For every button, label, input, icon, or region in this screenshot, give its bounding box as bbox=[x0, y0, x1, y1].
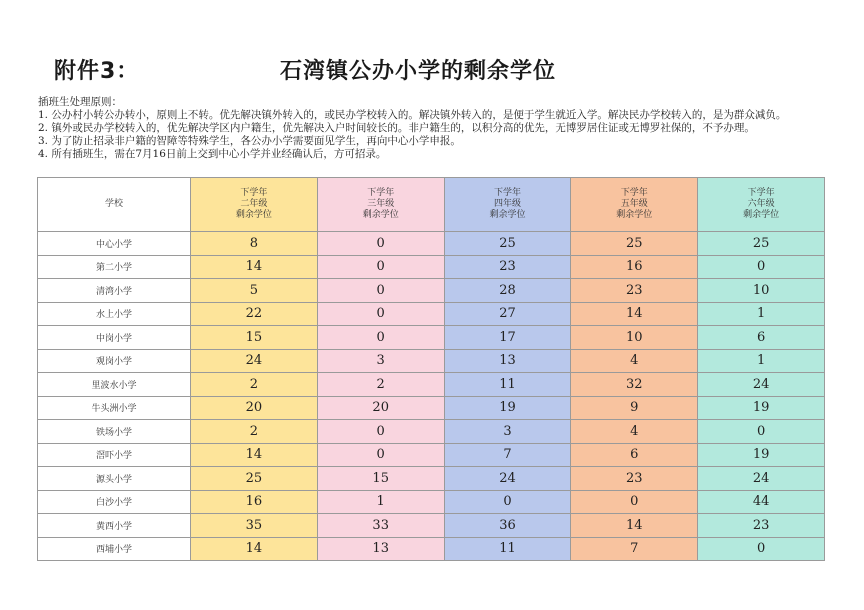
seat-count-cell: 0 bbox=[317, 326, 444, 350]
seat-count-cell: 16 bbox=[571, 255, 698, 279]
seat-count-cell: 16 bbox=[191, 490, 318, 514]
header-line: 下学年 bbox=[240, 188, 268, 198]
rule-item-2: 2. 镇外或民办学校转入的，优先解决学区内户籍生，优先解决入户时间较长的。非户籍生的，以积分高的优先，无博罗居住证或无博罗社保的，不予办理。 bbox=[38, 122, 755, 134]
rules-heading: 插班生处理原则： bbox=[38, 96, 122, 108]
seat-count-cell: 14 bbox=[571, 514, 698, 538]
school-name-cell: 牛头洲小学 bbox=[38, 396, 191, 420]
seat-count-cell: 23 bbox=[571, 467, 698, 491]
header-line: 五年级 bbox=[620, 199, 648, 209]
page-title: 石湾镇公办小学的剩余学位 bbox=[280, 59, 557, 84]
school-name-cell: 清湾小学 bbox=[38, 279, 191, 303]
seat-count-cell: 6 bbox=[571, 443, 698, 467]
table-row bbox=[38, 396, 825, 420]
seat-count-cell: 10 bbox=[571, 326, 698, 350]
header-line: 六年级 bbox=[747, 199, 775, 209]
seat-count-cell: 35 bbox=[191, 514, 318, 538]
table-row bbox=[38, 514, 825, 538]
seat-count-cell: 0 bbox=[698, 420, 825, 444]
seat-count-cell: 2 bbox=[317, 373, 444, 397]
seat-count-cell: 44 bbox=[698, 490, 825, 514]
seat-count-cell: 13 bbox=[317, 537, 444, 561]
seat-count-cell: 19 bbox=[698, 443, 825, 467]
seat-count-cell: 7 bbox=[444, 443, 571, 467]
table-row bbox=[38, 302, 825, 326]
header-line: 二年级 bbox=[240, 199, 268, 209]
seat-count-cell: 24 bbox=[191, 349, 318, 373]
school-name-cell: 中岗小学 bbox=[38, 326, 191, 350]
header-line: 剩余学位 bbox=[235, 210, 272, 220]
seat-count-cell: 0 bbox=[317, 420, 444, 444]
column-header-grade6 bbox=[698, 178, 825, 232]
attachment-label: 附件3： bbox=[54, 59, 140, 84]
seat-count-cell: 1 bbox=[698, 302, 825, 326]
column-header-grade3 bbox=[317, 178, 444, 232]
header-line: 三年级 bbox=[367, 199, 395, 209]
school-name-cell: 滘吓小学 bbox=[38, 443, 191, 467]
table-row bbox=[38, 443, 825, 467]
seat-count-cell: 0 bbox=[698, 255, 825, 279]
seat-count-cell: 24 bbox=[698, 373, 825, 397]
table-row bbox=[38, 373, 825, 397]
remaining-seats-table bbox=[37, 177, 825, 561]
seat-count-cell: 24 bbox=[444, 467, 571, 491]
seat-count-cell: 13 bbox=[444, 349, 571, 373]
seat-count-cell: 0 bbox=[571, 490, 698, 514]
seat-count-cell: 6 bbox=[698, 326, 825, 350]
seat-count-cell: 2 bbox=[191, 420, 318, 444]
seat-count-cell: 3 bbox=[444, 420, 571, 444]
seat-count-cell: 11 bbox=[444, 373, 571, 397]
seat-count-cell: 19 bbox=[698, 396, 825, 420]
rule-item-1: 1. 公办村小转公办转小，原则上不转。优先解决镇外转入的，或民办学校转入的。解决镇外转入的，是便于学生就近入学。解决民办学校转入的，是为群众减负。 bbox=[38, 109, 787, 121]
seat-count-cell: 32 bbox=[571, 373, 698, 397]
table-row bbox=[38, 467, 825, 491]
seat-count-cell: 4 bbox=[571, 420, 698, 444]
seat-count-cell: 19 bbox=[444, 396, 571, 420]
school-name-cell: 中心小学 bbox=[38, 232, 191, 256]
seat-count-cell: 1 bbox=[698, 349, 825, 373]
header-line: 剩余学位 bbox=[616, 210, 653, 220]
header-line: 四年级 bbox=[493, 199, 521, 209]
table-row bbox=[38, 490, 825, 514]
seat-count-cell: 0 bbox=[317, 279, 444, 303]
seat-count-cell: 0 bbox=[444, 490, 571, 514]
column-header-grade2 bbox=[191, 178, 318, 232]
seat-count-cell: 8 bbox=[191, 232, 318, 256]
seat-count-cell: 14 bbox=[191, 443, 318, 467]
seat-count-cell: 14 bbox=[191, 255, 318, 279]
school-name-cell: 观岗小学 bbox=[38, 349, 191, 373]
seat-count-cell: 23 bbox=[444, 255, 571, 279]
table-row bbox=[38, 279, 825, 303]
seat-count-cell: 3 bbox=[317, 349, 444, 373]
seat-count-cell: 1 bbox=[317, 490, 444, 514]
seat-count-cell: 0 bbox=[317, 443, 444, 467]
seat-count-cell: 20 bbox=[317, 396, 444, 420]
seat-count-cell: 0 bbox=[317, 302, 444, 326]
seat-count-cell: 27 bbox=[444, 302, 571, 326]
school-name-cell: 源头小学 bbox=[38, 467, 191, 491]
column-header-grade5 bbox=[571, 178, 698, 232]
seat-count-cell: 0 bbox=[317, 255, 444, 279]
school-name-cell: 白沙小学 bbox=[38, 490, 191, 514]
school-name-cell: 水上小学 bbox=[38, 302, 191, 326]
seat-count-cell: 23 bbox=[698, 514, 825, 538]
seat-count-cell: 33 bbox=[317, 514, 444, 538]
seat-count-cell: 24 bbox=[698, 467, 825, 491]
table-row bbox=[38, 326, 825, 350]
table-row bbox=[38, 420, 825, 444]
table-row bbox=[38, 537, 825, 561]
seat-count-cell: 14 bbox=[191, 537, 318, 561]
school-name-cell: 黄西小学 bbox=[38, 514, 191, 538]
seat-count-cell: 15 bbox=[317, 467, 444, 491]
school-name-cell: 铁场小学 bbox=[38, 420, 191, 444]
seat-count-cell: 0 bbox=[317, 232, 444, 256]
header-line: 下学年 bbox=[367, 188, 395, 198]
seat-count-cell: 5 bbox=[191, 279, 318, 303]
seat-count-cell: 2 bbox=[191, 373, 318, 397]
seat-count-cell: 15 bbox=[191, 326, 318, 350]
seat-count-cell: 10 bbox=[698, 279, 825, 303]
header-line: 剩余学位 bbox=[362, 210, 399, 220]
seat-count-cell: 28 bbox=[444, 279, 571, 303]
table-header-row bbox=[38, 178, 825, 232]
seat-count-cell: 0 bbox=[698, 537, 825, 561]
seat-count-cell: 25 bbox=[571, 232, 698, 256]
seat-count-cell: 9 bbox=[571, 396, 698, 420]
rule-item-4: 4. 所有插班生，需在7月16日前上交到中心小学并业经确认后，方可招录。 bbox=[38, 148, 387, 160]
seat-count-cell: 22 bbox=[191, 302, 318, 326]
header-line: 下学年 bbox=[747, 188, 775, 198]
seat-count-cell: 25 bbox=[698, 232, 825, 256]
seat-count-cell: 4 bbox=[571, 349, 698, 373]
seat-count-cell: 23 bbox=[571, 279, 698, 303]
seat-count-cell: 17 bbox=[444, 326, 571, 350]
seat-count-cell: 36 bbox=[444, 514, 571, 538]
seat-count-cell: 25 bbox=[444, 232, 571, 256]
school-name-cell: 西埔小学 bbox=[38, 537, 191, 561]
document-header bbox=[54, 50, 814, 90]
header-line: 下学年 bbox=[620, 188, 648, 198]
table-row bbox=[38, 232, 825, 256]
seat-count-cell: 14 bbox=[571, 302, 698, 326]
table-row bbox=[38, 349, 825, 373]
header-line: 剩余学位 bbox=[489, 210, 526, 220]
header-line: 剩余学位 bbox=[743, 210, 780, 220]
header-line: 下学年 bbox=[493, 188, 521, 198]
column-header-grade4 bbox=[444, 178, 571, 232]
rules-section bbox=[38, 96, 828, 161]
rule-item-3: 3. 为了防止招录非户籍的智障等特殊学生，各公办小学需要面见学生，再向中心小学申报。 bbox=[38, 135, 461, 147]
seat-count-cell: 25 bbox=[191, 467, 318, 491]
school-name-cell: 里波水小学 bbox=[38, 373, 191, 397]
seat-count-cell: 11 bbox=[444, 537, 571, 561]
school-name-cell: 第二小学 bbox=[38, 255, 191, 279]
column-header-school: 学校 bbox=[38, 178, 191, 232]
seat-count-cell: 7 bbox=[571, 537, 698, 561]
table-row bbox=[38, 255, 825, 279]
seat-count-cell: 20 bbox=[191, 396, 318, 420]
